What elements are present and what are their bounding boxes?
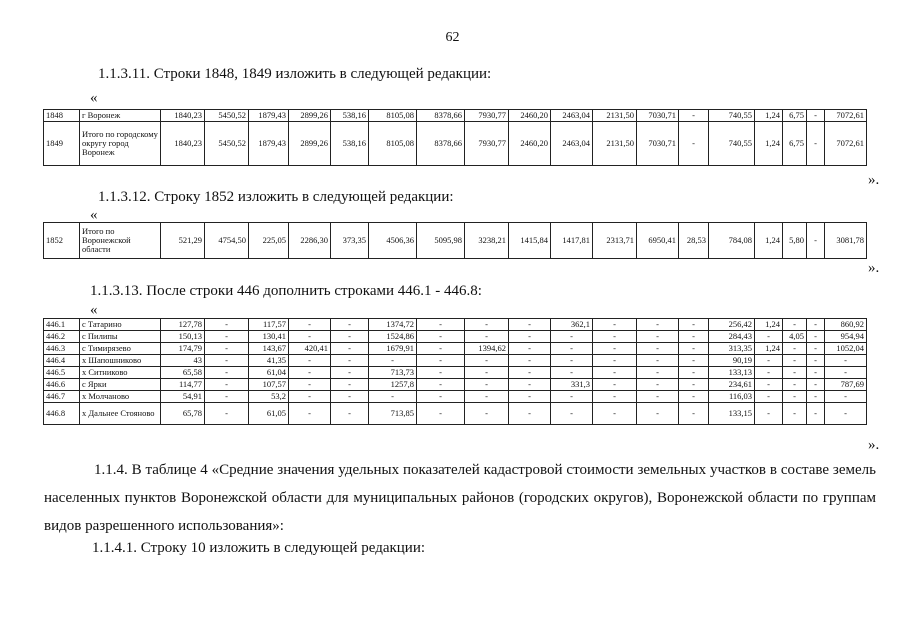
row-code-cell: 446.4 [44,355,80,367]
row-code-cell: 1848 [44,110,80,122]
value-cell: 5450,52 [205,110,249,122]
value-cell: 2463,04 [551,122,593,166]
value-cell: - [679,367,709,379]
table-row [44,355,867,367]
value-cell: - [465,391,509,403]
row-name-cell: Итого по Воронежской области [80,223,161,259]
table-row [44,110,867,122]
value-cell: 8378,66 [417,110,465,122]
value-cell: - [551,343,593,355]
row-name-cell: с Тимирязево [80,343,161,355]
value-cell: 90,19 [709,355,755,367]
value-cell: - [593,391,637,403]
value-cell: - [637,403,679,425]
value-cell: - [289,367,331,379]
value-cell: - [205,355,249,367]
value-cell: - [679,331,709,343]
value-cell: 284,43 [709,331,755,343]
table-row [44,122,867,166]
value-cell: - [637,355,679,367]
value-cell: - [679,122,709,166]
table-row [44,331,867,343]
row-name-cell: г Воронеж [80,110,161,122]
value-cell: 143,67 [249,343,289,355]
value-cell: 521,29 [161,223,205,259]
value-cell: - [593,331,637,343]
value-cell: 174,79 [161,343,205,355]
value-cell: - [417,331,465,343]
value-cell: 2286,30 [289,223,331,259]
value-cell: - [331,319,369,331]
value-cell: - [783,403,807,425]
value-cell: 787,69 [825,379,867,391]
row-code-cell: 446.3 [44,343,80,355]
row-name-cell: х Ситниково [80,367,161,379]
value-cell: - [755,367,783,379]
value-cell: - [289,379,331,391]
value-cell: 114,77 [161,379,205,391]
value-cell: - [593,343,637,355]
value-cell: 2899,26 [289,122,331,166]
value-cell: - [755,379,783,391]
value-cell: - [509,403,551,425]
value-cell: 954,94 [825,331,867,343]
value-cell: - [593,379,637,391]
value-cell: - [331,343,369,355]
value-cell: 8105,08 [369,110,417,122]
value-cell: - [465,379,509,391]
value-cell: - [417,403,465,425]
value-cell: - [205,379,249,391]
value-cell: - [807,331,825,343]
value-cell: 2313,71 [593,223,637,259]
value-cell: 256,42 [709,319,755,331]
value-cell: - [755,391,783,403]
value-cell: 65,58 [161,367,205,379]
value-cell: - [289,331,331,343]
value-cell: - [205,391,249,403]
value-cell: - [825,355,867,367]
value-cell: - [637,319,679,331]
paragraph-1-1-4-1: 1.1.4.1. Строку 10 изложить в следующей редакции: [92,540,426,556]
value-cell: - [783,355,807,367]
value-cell: - [551,391,593,403]
value-cell: 8105,08 [369,122,417,166]
value-cell: - [807,355,825,367]
value-cell: 538,16 [331,122,369,166]
value-cell: 2463,04 [551,110,593,122]
value-cell: 331,3 [551,379,593,391]
value-cell: 1417,81 [551,223,593,259]
value-cell: - [807,343,825,355]
row-code-cell: 446.8 [44,403,80,425]
value-cell: 1679,91 [369,343,417,355]
row-code-cell: 446.2 [44,331,80,343]
value-cell: 1524,86 [369,331,417,343]
value-cell: - [331,331,369,343]
value-cell: - [369,355,417,367]
value-cell: 5,80 [783,223,807,259]
table-section-3 [43,318,867,425]
value-cell: 1,24 [755,343,783,355]
value-cell: 8378,66 [417,122,465,166]
paragraph-1-1-4: 1.1.4. В таблице 4 «Средние значения удельных показателей кадастровой стоимости земельных участков в составе земель населенных пунктов Воронежской области для муниципальных районов (городских округов), Воронежской области по группам видов разрешенного использования»: [44,462,876,534]
value-cell: - [807,391,825,403]
value-cell: - [807,403,825,425]
value-cell: - [509,355,551,367]
value-cell: 130,41 [249,331,289,343]
section-heading-2: 1.1.3.12. Строку 1852 изложить в следующей редакции: [98,189,454,205]
value-cell: - [205,331,249,343]
row-name-cell: с Ярки [80,379,161,391]
value-cell: 1840,23 [161,122,205,166]
row-name-cell: с Татарино [80,319,161,331]
value-cell: 2899,26 [289,110,331,122]
open-quote-1: « [90,90,98,106]
value-cell: 1,24 [755,110,783,122]
close-quote-1: ». [868,172,880,188]
value-cell: 225,05 [249,223,289,259]
table-section-2 [43,222,867,259]
table-row [44,223,867,259]
table-row [44,367,867,379]
row-name-cell: х Молчаново [80,391,161,403]
value-cell: - [807,379,825,391]
value-cell: 53,2 [249,391,289,403]
table-row [44,379,867,391]
value-cell: - [509,343,551,355]
value-cell: 713,73 [369,367,417,379]
value-cell: - [465,355,509,367]
value-cell: - [679,379,709,391]
value-cell: - [807,367,825,379]
value-cell: 7030,71 [637,122,679,166]
section-heading-1: 1.1.3.11. Строки 1848, 1849 изложить в следующей редакции: [98,66,492,82]
row-name-cell: х Дальнее Стояново [80,403,161,425]
value-cell: - [417,355,465,367]
value-cell: - [289,319,331,331]
section-heading-3: 1.1.3.13. После строки 446 дополнить строками 446.1 - 446.8: [90,283,482,299]
row-code-cell: 446.5 [44,367,80,379]
value-cell: 28,53 [679,223,709,259]
value-cell: - [465,403,509,425]
value-cell: - [807,122,825,166]
value-cell: 127,78 [161,319,205,331]
value-cell: 420,41 [289,343,331,355]
table-row [44,403,867,425]
value-cell: - [825,367,867,379]
value-cell: 1394,62 [465,343,509,355]
value-cell: 54,91 [161,391,205,403]
value-cell: - [417,379,465,391]
value-cell: - [637,367,679,379]
value-cell: - [825,391,867,403]
value-cell: 1052,04 [825,343,867,355]
row-code-cell: 446.7 [44,391,80,403]
value-cell: 7030,71 [637,110,679,122]
value-cell: 1374,72 [369,319,417,331]
value-cell: 860,92 [825,319,867,331]
value-cell: - [593,319,637,331]
table-row [44,343,867,355]
value-cell: 7072,61 [825,110,867,122]
value-cell: 7930,77 [465,110,509,122]
value-cell: 362,1 [551,319,593,331]
value-cell: - [679,391,709,403]
value-cell: - [205,343,249,355]
value-cell: 65,78 [161,403,205,425]
row-code-cell: 446.6 [44,379,80,391]
page-number: 62 [445,30,460,45]
value-cell: 7930,77 [465,122,509,166]
value-cell: 1,24 [755,122,783,166]
value-cell: - [417,367,465,379]
value-cell: - [679,403,709,425]
value-cell: - [637,391,679,403]
value-cell: 234,61 [709,379,755,391]
value-cell: - [637,343,679,355]
value-cell: - [593,403,637,425]
value-cell: 3238,21 [465,223,509,259]
value-cell: - [205,367,249,379]
value-cell: - [807,223,825,259]
table-row [44,319,867,331]
value-cell: - [331,379,369,391]
value-cell: - [417,343,465,355]
row-name-cell: х Шапошниково [80,355,161,367]
value-cell: 538,16 [331,110,369,122]
value-cell: - [509,391,551,403]
value-cell: - [551,403,593,425]
value-cell: - [551,355,593,367]
value-cell: 740,55 [709,122,755,166]
value-cell: - [783,391,807,403]
row-code-cell: 1852 [44,223,80,259]
table-section-1 [43,109,867,166]
value-cell: 373,35 [331,223,369,259]
value-cell: - [289,355,331,367]
value-cell: 3081,78 [825,223,867,259]
value-cell: 61,05 [249,403,289,425]
value-cell: - [331,367,369,379]
value-cell: 61,04 [249,367,289,379]
value-cell: 5450,52 [205,122,249,166]
value-cell: 4506,36 [369,223,417,259]
value-cell: - [509,367,551,379]
value-cell: - [783,367,807,379]
value-cell: - [593,355,637,367]
value-cell: - [755,331,783,343]
value-cell: 1879,43 [249,110,289,122]
value-cell: - [755,403,783,425]
value-cell: 5095,98 [417,223,465,259]
value-cell: 6,75 [783,110,807,122]
value-cell: - [551,367,593,379]
value-cell: 116,03 [709,391,755,403]
value-cell: - [679,343,709,355]
value-cell: - [637,379,679,391]
value-cell: 2131,50 [593,110,637,122]
value-cell: 7072,61 [825,122,867,166]
value-cell: - [679,355,709,367]
value-cell: - [783,343,807,355]
value-cell: - [331,355,369,367]
value-cell: - [465,367,509,379]
value-cell: - [417,391,465,403]
value-cell: 2460,20 [509,110,551,122]
value-cell: 6950,41 [637,223,679,259]
value-cell: - [331,403,369,425]
value-cell: 43 [161,355,205,367]
value-cell: - [637,331,679,343]
value-cell: 4754,50 [205,223,249,259]
table-row [44,391,867,403]
value-cell: - [755,355,783,367]
value-cell: - [783,319,807,331]
value-cell: - [417,319,465,331]
value-cell: - [509,379,551,391]
value-cell: - [679,110,709,122]
open-quote-2: « [90,207,98,223]
value-cell: 740,55 [709,110,755,122]
value-cell: - [807,110,825,122]
value-cell: 1879,43 [249,122,289,166]
value-cell: 107,57 [249,379,289,391]
row-code-cell: 446.1 [44,319,80,331]
value-cell: 133,15 [709,403,755,425]
value-cell: - [509,319,551,331]
value-cell: 313,35 [709,343,755,355]
value-cell: 4,05 [783,331,807,343]
value-cell: - [679,319,709,331]
value-cell: 784,08 [709,223,755,259]
value-cell: - [593,367,637,379]
value-cell: 1,24 [755,319,783,331]
close-quote-2: ». [868,260,880,276]
value-cell: 150,13 [161,331,205,343]
value-cell: 1,24 [755,223,783,259]
row-name-cell: с Пилипы [80,331,161,343]
value-cell: - [509,331,551,343]
open-quote-3: « [90,302,98,318]
value-cell: 2460,20 [509,122,551,166]
value-cell: - [369,391,417,403]
value-cell: - [807,319,825,331]
value-cell: 41,35 [249,355,289,367]
value-cell: - [465,319,509,331]
value-cell: 1257,8 [369,379,417,391]
value-cell: - [289,391,331,403]
value-cell: 713,85 [369,403,417,425]
value-cell: 1840,23 [161,110,205,122]
value-cell: - [289,403,331,425]
value-cell: 117,57 [249,319,289,331]
value-cell: - [783,379,807,391]
value-cell: 1415,84 [509,223,551,259]
value-cell: - [465,331,509,343]
value-cell: 6,75 [783,122,807,166]
value-cell: - [551,331,593,343]
value-cell: - [331,391,369,403]
value-cell: 2131,50 [593,122,637,166]
value-cell: - [205,403,249,425]
value-cell: - [825,403,867,425]
row-name-cell: Итого по городскому округу город Воронеж [80,122,161,166]
row-code-cell: 1849 [44,122,80,166]
close-quote-3: ». [868,437,880,453]
value-cell: 133,13 [709,367,755,379]
value-cell: - [205,319,249,331]
